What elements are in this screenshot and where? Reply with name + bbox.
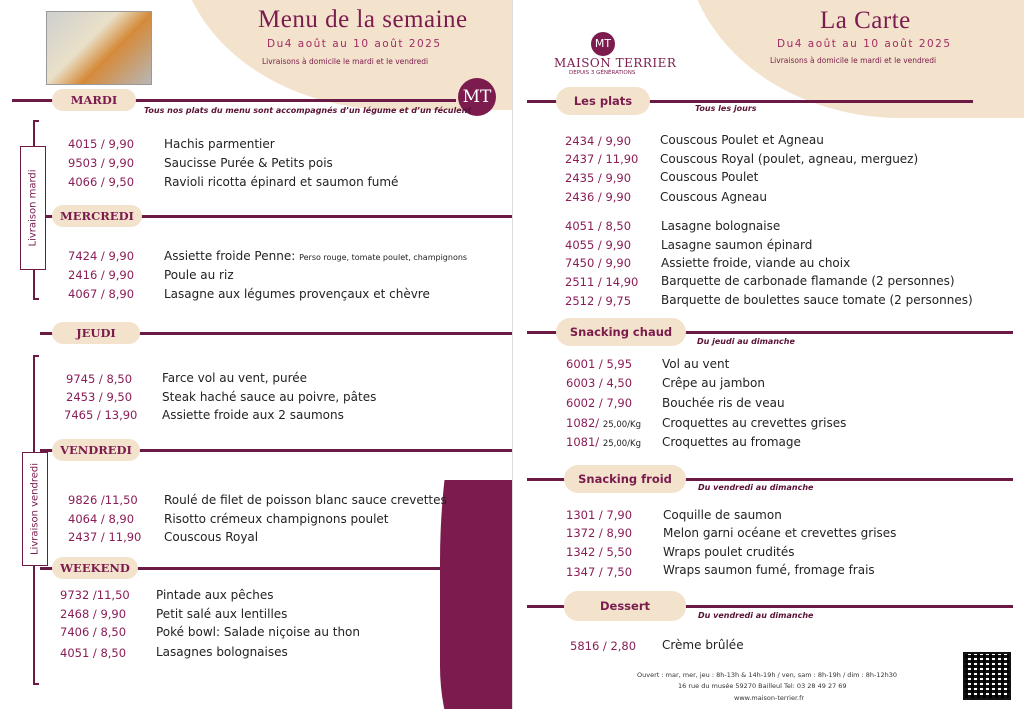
item-code: 7465 / 13,90 xyxy=(64,408,138,422)
opening-hours: Ouvert : mar, mer, jeu : 8h-13h & 14h-19h / ven, sam : 8h-19h / dim : 8h-12h30 xyxy=(637,671,898,679)
item-code: 7424 / 9,90 xyxy=(68,249,135,263)
day-weekend: WEEKEND xyxy=(52,557,138,579)
item-code: 4055 / 9,90 xyxy=(565,238,632,252)
item-code: 1301 / 7,90 xyxy=(566,508,633,522)
item-code: 2468 / 9,90 xyxy=(60,607,127,621)
item-code: 2511 / 14,90 xyxy=(565,275,639,289)
item-dish: Coquille de saumon xyxy=(663,508,782,522)
item-price-kg: 25,00/Kg xyxy=(602,420,641,430)
item-dish: Lasagne bolognaise xyxy=(661,219,781,233)
section-note: Tous les jours xyxy=(695,104,757,113)
item-dish: Melon garni océane et crevettes grises xyxy=(663,526,897,540)
accompaniment-note: Tous nos plats du menu sont accompagnés d’un légume et d’un féculent xyxy=(144,106,472,115)
item-dish: Croquettes au fromage xyxy=(662,435,801,449)
item-dish: Lasagne saumon épinard xyxy=(661,238,813,252)
item-code: 2416 / 9,90 xyxy=(68,268,135,282)
item-code: 5816 / 2,80 xyxy=(570,639,637,653)
item-dish: Barquette de boulettes sauce tomate (2 personnes) xyxy=(661,293,973,307)
item-code: 4051 / 8,50 xyxy=(60,646,127,660)
item-code: 4067 / 8,90 xyxy=(68,287,135,301)
item-dish: Couscous Royal (poulet, agneau, merguez) xyxy=(660,152,919,166)
brand-logo: MT xyxy=(591,32,615,56)
section-snacking-chaud: Snacking chaud xyxy=(556,318,686,346)
item-dish: Poké bowl: Salade niçoise au thon xyxy=(156,625,360,639)
delivery-note: Livraisons à domicile le mardi et le vendredi xyxy=(262,57,429,66)
item-code: 7406 / 8,50 xyxy=(60,625,127,639)
item-dish: Couscous Poulet xyxy=(660,170,759,184)
item-dish: Couscous Agneau xyxy=(660,190,767,204)
section-note: Du vendredi au dimanche xyxy=(698,611,814,620)
item-dish: Roulé de filet de poisson blanc sauce crevettes xyxy=(164,493,447,507)
qr-code xyxy=(963,652,1011,700)
item-code: 6002 / 7,90 xyxy=(566,396,633,410)
item-dish: Couscous Royal xyxy=(164,530,259,544)
page-title: Menu de la semaine xyxy=(258,6,468,33)
delivery-tuesday-label: Livraison mardi xyxy=(20,146,46,270)
item-code: 7450 / 9,90 xyxy=(565,256,632,270)
day-mercredi: MERCREDI xyxy=(52,205,142,227)
delivery-note: Livraisons à domicile le mardi et le vendredi xyxy=(770,56,937,65)
item-dish: Vol au vent xyxy=(662,357,730,371)
item-code: 4066 / 9,50 xyxy=(68,175,135,189)
page-title: La Carte xyxy=(820,7,911,34)
item-dish: Lasagnes bolognaises xyxy=(156,645,288,659)
section-note: Du jeudi au dimanche xyxy=(697,337,795,346)
carte-page xyxy=(512,0,1024,709)
item-code: 2453 / 9,50 xyxy=(66,390,133,404)
item-dish: Poule au riz xyxy=(164,268,234,282)
item-code: 4051 / 8,50 xyxy=(565,219,632,233)
item-code: 2435 / 9,90 xyxy=(565,171,632,185)
item-code: 4064 / 8,90 xyxy=(68,512,135,526)
item-code: 1372 / 8,90 xyxy=(566,526,633,540)
item-code: 4015 / 9,90 xyxy=(68,137,135,151)
item-code: 1342 / 5,50 xyxy=(566,545,633,559)
item-dish: Lasagne aux légumes provençaux et chèvre xyxy=(164,287,430,301)
item-dish: Assiette froide aux 2 saumons xyxy=(162,408,344,422)
section-note: Du vendredi au dimanche xyxy=(698,483,814,492)
item-price-kg: 25,00/Kg xyxy=(602,439,641,449)
item-code: 2437 / 11,90 xyxy=(68,530,142,544)
item-code: 9745 / 8,50 xyxy=(66,372,133,386)
item-dish: Wraps poulet crudités xyxy=(663,545,795,559)
item-dish: Farce vol au vent, purée xyxy=(162,371,308,385)
item-code: 2512 / 9,75 xyxy=(565,294,632,308)
brand-name: MAISON TERRIER xyxy=(554,56,677,70)
item-detail: Perso rouge, tomate poulet, champignons xyxy=(299,253,468,262)
item-code: 1081/ 25,00/Kg xyxy=(566,435,641,449)
item-code: 6003 / 4,50 xyxy=(566,376,633,390)
item-dish: Assiette froide Penne: Perso rouge, tomate poulet, champignons xyxy=(164,249,468,263)
item-dish: Bouchée ris de veau xyxy=(662,396,785,410)
item-dish: Croquettes au crevettes grises xyxy=(662,416,847,430)
logo-badge: MT xyxy=(458,78,496,116)
item-dish: Assiette froide, viande au choix xyxy=(661,256,851,270)
item-code: 6001 / 5,95 xyxy=(566,357,633,371)
item-dish: Petit salé aux lentilles xyxy=(156,607,288,621)
item-dish: Crêpe au jambon xyxy=(662,376,765,390)
item-code: 2436 / 9,90 xyxy=(565,190,632,204)
item-dish: Steak haché sauce au poivre, pâtes xyxy=(162,390,377,404)
section-snacking-froid: Snacking froid xyxy=(564,465,686,493)
website-link[interactable]: www.maison-terrier.fr xyxy=(734,694,805,702)
item-dish: Pintade aux pêches xyxy=(156,588,274,602)
section-les-plats: Les plats xyxy=(556,87,650,115)
decorative-shape xyxy=(440,250,512,709)
address: 16 rue du musée 59270 Bailleul Tel: 03 28 49 27 69 xyxy=(678,682,847,690)
item-dish: Ravioli ricotta épinard et saumon fumé xyxy=(164,175,399,189)
item-code: 1347 / 7,50 xyxy=(566,565,633,579)
item-code: 1082/ 25,00/Kg xyxy=(566,416,641,430)
item-dish: Hachis parmentier xyxy=(164,137,275,151)
item-code: 9732 /11,50 xyxy=(60,588,130,602)
item-dish: Wraps saumon fumé, fromage frais xyxy=(663,563,875,577)
section-dessert: Dessert xyxy=(564,591,686,621)
item-code: 9503 / 9,90 xyxy=(68,156,135,170)
item-dish: Risotto crémeux champignons poulet xyxy=(164,512,389,526)
item-code: 2437 / 11,90 xyxy=(565,152,639,166)
item-dish: Saucisse Purée & Petits pois xyxy=(164,156,333,170)
delivery-friday-label: Livraison vendredi xyxy=(22,452,48,566)
item-code: 9826 /11,50 xyxy=(68,493,138,507)
item-dish: Couscous Poulet et Agneau xyxy=(660,133,824,147)
item-dish: Barquette de carbonade flamande (2 personnes) xyxy=(661,274,955,288)
date-range: Du4 août au 10 août 2025 xyxy=(777,38,952,50)
day-mardi: MARDI xyxy=(52,89,136,111)
day-vendredi: VENDREDI xyxy=(52,439,140,461)
date-range: Du4 août au 10 août 2025 xyxy=(267,38,442,50)
dish-photo xyxy=(46,11,152,85)
item-code: 2434 / 9,90 xyxy=(565,134,632,148)
brand-tagline: DEPUIS 3 GÉNÉRATIONS xyxy=(569,70,636,76)
item-dish: Crème brûlée xyxy=(662,638,744,652)
day-jeudi: JEUDI xyxy=(52,322,140,344)
